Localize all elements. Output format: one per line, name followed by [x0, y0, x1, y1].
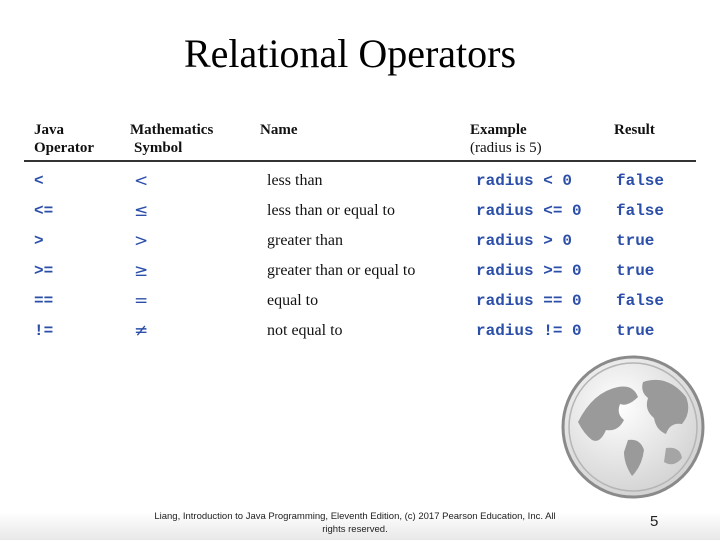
math-symbol-cell: ≥ [134, 261, 149, 281]
example-cell: radius >= 0 [476, 262, 582, 280]
java-operator-cell: < [34, 172, 44, 190]
table-row [24, 256, 696, 286]
operator-name-cell: equal to [267, 292, 319, 309]
math-symbol-cell: < [134, 171, 149, 191]
result-cell: true [616, 232, 655, 250]
operator-name-cell: less than or equal to [267, 202, 395, 219]
result-cell: true [616, 262, 655, 280]
example-cell: radius < 0 [476, 172, 573, 190]
footer-copyright: Liang, Introduction to Java Programming, Eleventh Edition, (c) 2017 Pearson Education, Inc. All rights reserved. [154, 511, 556, 535]
header-java-operator: Java Operator [34, 122, 94, 156]
example-cell: radius <= 0 [476, 202, 582, 220]
operators-table [24, 118, 696, 346]
java-operator-cell: != [34, 322, 54, 340]
math-symbol-cell: > [134, 231, 149, 251]
globe-icon [558, 352, 708, 502]
math-symbol-cell: ≤ [134, 201, 149, 221]
table-row [24, 286, 696, 316]
result-cell: true [616, 322, 655, 340]
table-row [24, 166, 696, 196]
example-cell: radius != 0 [476, 322, 582, 340]
operator-name-cell: greater than [267, 232, 343, 249]
table-header [24, 118, 696, 162]
header-name: Name [260, 122, 298, 138]
java-operator-cell: <= [34, 202, 54, 220]
java-operator-cell: == [34, 292, 54, 310]
header-result: Result [614, 122, 655, 138]
math-symbol-cell: = [134, 291, 149, 311]
result-cell: false [616, 202, 665, 220]
operator-name-cell: less than [267, 172, 323, 189]
example-cell: radius == 0 [476, 292, 582, 310]
operator-name-cell: not equal to [267, 322, 343, 339]
table-row [24, 316, 696, 346]
java-operator-cell: >= [34, 262, 54, 280]
header-math-symbol: Mathematics Symbol [130, 122, 214, 156]
result-cell: false [616, 292, 665, 310]
page-number: 5 [650, 513, 659, 530]
result-cell: false [616, 172, 665, 190]
table-row [24, 226, 696, 256]
math-symbol-cell: ≠ [134, 321, 149, 341]
header-example: Example (radius is 5) [470, 122, 542, 156]
table-body [24, 162, 696, 346]
example-cell: radius > 0 [476, 232, 573, 250]
table-row [24, 196, 696, 226]
operator-name-cell: greater than or equal to [267, 262, 416, 279]
slide-title: Relational Operators [183, 31, 517, 76]
java-operator-cell: > [34, 232, 44, 250]
